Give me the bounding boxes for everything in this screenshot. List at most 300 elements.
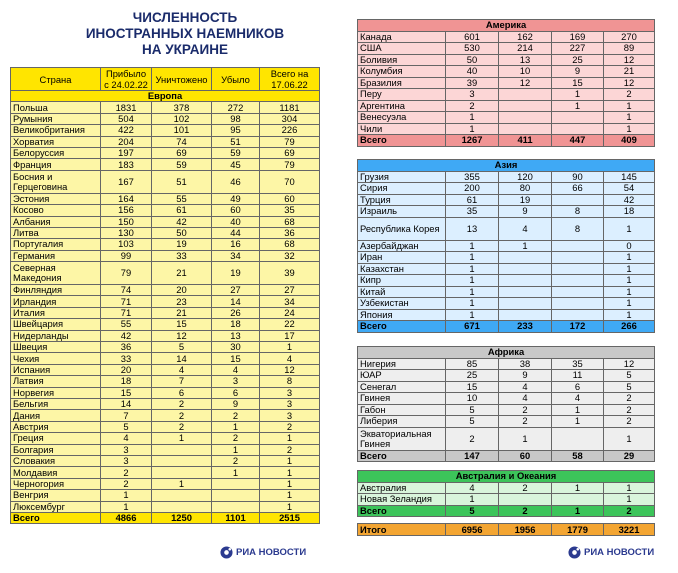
destroyed-value: 59	[152, 159, 212, 170]
logo-text: РИА НОВОСТИ	[236, 547, 307, 558]
country-name: США	[358, 43, 446, 55]
remaining-value: 8	[260, 376, 320, 387]
arrived-value: 1	[446, 123, 499, 135]
country-name: Великобритания	[11, 125, 101, 136]
remaining-value: 89	[604, 43, 655, 55]
country-row	[11, 433, 320, 444]
remaining-value: 22	[260, 319, 320, 330]
grand-total-destroyed: 1956	[499, 524, 552, 536]
remaining-value: 2	[604, 393, 655, 405]
left-value: 4	[552, 393, 604, 405]
header-left: Убыло	[212, 68, 260, 91]
country-row	[358, 183, 655, 195]
asia-table	[357, 159, 655, 333]
left-value: 44	[212, 227, 260, 238]
destroyed-value: 9	[499, 206, 552, 218]
country-name: Латвия	[11, 376, 101, 387]
left-value: 1	[552, 100, 604, 112]
left-value: 27	[212, 285, 260, 296]
country-row	[11, 216, 320, 227]
arrived-value: 2	[101, 467, 152, 478]
destroyed-value: 4	[499, 393, 552, 405]
grand-total-remaining: 3221	[604, 524, 655, 536]
ria-logo-left	[220, 546, 306, 559]
remaining-value: 24	[260, 307, 320, 318]
left-value: 16	[212, 239, 260, 250]
arrived-value: 1267	[446, 135, 499, 147]
arrived-value: 671	[446, 321, 499, 333]
left-value	[552, 112, 604, 124]
remaining-value: 35	[260, 205, 320, 216]
remaining-value: 12	[604, 54, 655, 66]
country-row	[358, 416, 655, 428]
remaining-value: 1	[260, 467, 320, 478]
arrived-value: 1	[446, 494, 499, 506]
arrived-value: 15	[101, 387, 152, 398]
country-row	[358, 206, 655, 218]
arrived-value: 1831	[101, 102, 152, 113]
destroyed-value: 80	[499, 183, 552, 195]
arrived-value: 36	[101, 342, 152, 353]
country-name: Перу	[358, 89, 446, 101]
country-name: ЮАР	[358, 370, 446, 382]
country-row	[11, 410, 320, 421]
remaining-value: 1	[260, 455, 320, 466]
destroyed-value: 38	[499, 358, 552, 370]
destroyed-value: 13	[499, 54, 552, 66]
country-name: Германия	[11, 250, 101, 261]
destroyed-value: 51	[152, 170, 212, 193]
left-value: 19	[212, 262, 260, 285]
destroyed-value: 23	[152, 296, 212, 307]
country-name: Словакия	[11, 455, 101, 466]
region-header-row	[11, 91, 320, 102]
remaining-value: 1	[604, 100, 655, 112]
page-title	[40, 10, 330, 58]
country-row	[358, 240, 655, 252]
remaining-value: 1	[604, 275, 655, 287]
left-value: 9	[212, 398, 260, 409]
arrived-value: 25	[446, 370, 499, 382]
destroyed-value	[499, 263, 552, 275]
remaining-value: 2	[604, 505, 655, 517]
destroyed-value: 1	[152, 433, 212, 444]
remaining-value: 304	[260, 113, 320, 124]
header-country: Страна	[11, 68, 101, 91]
country-row	[358, 286, 655, 298]
arrived-value: 167	[101, 170, 152, 193]
remaining-value: 226	[260, 125, 320, 136]
country-name: Япония	[358, 309, 446, 321]
title-line-2: ИНОСТРАННЫХ НАЕМНИКОВ	[85, 26, 285, 41]
destroyed-value	[499, 252, 552, 264]
arrived-value: 5	[446, 505, 499, 517]
destroyed-value: 4	[152, 364, 212, 375]
country-row	[11, 285, 320, 296]
remaining-value: 1	[604, 252, 655, 264]
destroyed-value	[152, 501, 212, 512]
arrived-value: 61	[446, 194, 499, 206]
country-name: Болгария	[11, 444, 101, 455]
region-name: Африка	[358, 347, 655, 359]
remaining-value: 4	[260, 353, 320, 364]
country-name: Канада	[358, 31, 446, 43]
left-value: 30	[212, 342, 260, 353]
remaining-value: 12	[604, 358, 655, 370]
destroyed-value: 33	[152, 250, 212, 261]
destroyed-value: 411	[499, 135, 552, 147]
grand-total-arrived: 6956	[446, 524, 499, 536]
remaining-value: 3	[260, 398, 320, 409]
country-name: Сенегал	[358, 381, 446, 393]
left-value: 1	[212, 421, 260, 432]
europe-table	[10, 67, 320, 524]
destroyed-value: 20	[152, 285, 212, 296]
country-name: Бразилия	[358, 77, 446, 89]
arrived-value: 164	[101, 193, 152, 204]
arrived-value: 13	[446, 217, 499, 240]
left-value	[552, 309, 604, 321]
left-value: 4	[212, 364, 260, 375]
destroyed-value	[152, 467, 212, 478]
country-name: Норвегия	[11, 387, 101, 398]
country-name: Румыния	[11, 113, 101, 124]
remaining-value: 1	[260, 501, 320, 512]
remaining-value: 1	[604, 263, 655, 275]
destroyed-value: 7	[152, 376, 212, 387]
country-name: Черногория	[11, 478, 101, 489]
left-value: 35	[552, 358, 604, 370]
country-name: Гвинея	[358, 393, 446, 405]
left-value: 34	[212, 250, 260, 261]
remaining-value: 2	[260, 444, 320, 455]
country-name: Литва	[11, 227, 101, 238]
remaining-value: 79	[260, 159, 320, 170]
country-name: Узбекистан	[358, 298, 446, 310]
remaining-value: 0	[604, 240, 655, 252]
country-name: Албания	[11, 216, 101, 227]
remaining-value: 1	[604, 494, 655, 506]
destroyed-value: 21	[152, 307, 212, 318]
left-value: 8	[552, 206, 604, 218]
country-name: Китай	[358, 286, 446, 298]
left-value: 13	[212, 330, 260, 341]
country-row	[358, 194, 655, 206]
title-line-1: ЧИСЛЕННОСТЬ	[132, 10, 238, 25]
left-value: 95	[212, 125, 260, 136]
left-value: 90	[552, 171, 604, 183]
destroyed-value: 214	[499, 43, 552, 55]
destroyed-value	[499, 89, 552, 101]
left-value: 45	[212, 159, 260, 170]
arrived-value: 40	[446, 66, 499, 78]
destroyed-value: 101	[152, 125, 212, 136]
country-row	[11, 227, 320, 238]
arrived-value: 4	[101, 433, 152, 444]
destroyed-value: 42	[152, 216, 212, 227]
country-name: Швеция	[11, 342, 101, 353]
left-value: 98	[212, 113, 260, 124]
country-name: Босния и Герцеговина	[11, 170, 101, 193]
left-value: 3	[212, 376, 260, 387]
destroyed-value: 2	[152, 421, 212, 432]
arrived-value: 7	[101, 410, 152, 421]
region-name: Азия	[358, 160, 655, 172]
country-row	[11, 319, 320, 330]
country-row	[358, 171, 655, 183]
destroyed-value: 1	[499, 427, 552, 450]
country-row	[11, 262, 320, 285]
remaining-value: 1	[604, 482, 655, 494]
destroyed-value	[499, 112, 552, 124]
arrived-value: 504	[101, 113, 152, 124]
left-value: 14	[212, 296, 260, 307]
left-value	[552, 252, 604, 264]
destroyed-value: 102	[152, 113, 212, 124]
country-name: Венгрия	[11, 490, 101, 501]
country-row	[11, 147, 320, 158]
arrived-value: 1	[446, 275, 499, 287]
destroyed-value	[499, 100, 552, 112]
country-row	[11, 136, 320, 147]
remaining-value: 54	[604, 183, 655, 195]
arrived-value: 20	[101, 364, 152, 375]
remaining-value: 1	[604, 123, 655, 135]
remaining-value: 145	[604, 171, 655, 183]
destroyed-value	[152, 455, 212, 466]
country-row	[11, 376, 320, 387]
left-value: 1	[552, 482, 604, 494]
left-value: 15	[212, 353, 260, 364]
destroyed-value	[499, 309, 552, 321]
left-value: 1	[552, 505, 604, 517]
country-row	[11, 467, 320, 478]
arrived-value: 3	[101, 444, 152, 455]
country-row	[358, 404, 655, 416]
country-row	[11, 102, 320, 113]
country-name: Франция	[11, 159, 101, 170]
region-header-row	[358, 20, 655, 32]
arrived-value: 2	[446, 100, 499, 112]
destroyed-value: 2	[499, 416, 552, 428]
country-name: Кипр	[358, 275, 446, 287]
destroyed-value: 120	[499, 171, 552, 183]
left-value: 2	[212, 410, 260, 421]
arrived-value: 5	[446, 404, 499, 416]
left-value: 49	[212, 193, 260, 204]
remaining-value: 1	[604, 112, 655, 124]
destroyed-value: 12	[499, 77, 552, 89]
remaining-value: 409	[604, 135, 655, 147]
arrived-value: 2	[101, 478, 152, 489]
destroyed-value: 4	[499, 381, 552, 393]
country-name: Турция	[358, 194, 446, 206]
arrived-value: 197	[101, 147, 152, 158]
remaining-value: 18	[604, 206, 655, 218]
remaining-value: 1	[260, 490, 320, 501]
country-name: Либерия	[358, 416, 446, 428]
ria-logo-right	[568, 546, 654, 559]
destroyed-value: 19	[499, 194, 552, 206]
remaining-value: 1	[260, 478, 320, 489]
destroyed-value: 2	[499, 404, 552, 416]
left-value: 11	[552, 370, 604, 382]
arrived-value: 99	[101, 250, 152, 261]
region-name: Европа	[11, 91, 320, 102]
destroyed-value	[499, 123, 552, 135]
country-name: Азербайджан	[358, 240, 446, 252]
arrived-value: 71	[101, 296, 152, 307]
country-row	[358, 263, 655, 275]
country-name: Дания	[11, 410, 101, 421]
remaining-value: 69	[260, 147, 320, 158]
country-name: Нигерия	[358, 358, 446, 370]
country-row	[358, 123, 655, 135]
destroyed-value: 12	[152, 330, 212, 341]
destroyed-value: 50	[152, 227, 212, 238]
country-name: Люксембург	[11, 501, 101, 512]
left-value: 9	[552, 66, 604, 78]
arrived-value: 4866	[101, 512, 152, 523]
country-name: Испания	[11, 364, 101, 375]
country-row	[358, 427, 655, 450]
remaining-value: 1	[260, 342, 320, 353]
country-name: Израиль	[358, 206, 446, 218]
remaining-value: 39	[260, 262, 320, 285]
country-row	[358, 370, 655, 382]
ria-logo-icon	[220, 546, 233, 559]
left-value	[552, 240, 604, 252]
arrived-value: 156	[101, 205, 152, 216]
total-row	[358, 135, 655, 147]
left-value	[552, 298, 604, 310]
left-value: 2	[212, 433, 260, 444]
left-value: 272	[212, 102, 260, 113]
arrived-value: 10	[446, 393, 499, 405]
arrived-value: 74	[101, 285, 152, 296]
title-line-3: НА УКРАИНЕ	[142, 42, 228, 57]
destroyed-value: 61	[152, 205, 212, 216]
left-value: 60	[212, 205, 260, 216]
remaining-value: 42	[604, 194, 655, 206]
country-name: Сирия	[358, 183, 446, 195]
country-name: Греция	[11, 433, 101, 444]
remaining-value: 32	[260, 250, 320, 261]
country-row	[11, 421, 320, 432]
oceania-table	[357, 470, 655, 517]
country-name: Экваториальная Гвинея	[358, 427, 446, 450]
total-label: Всего	[358, 450, 446, 462]
left-value	[552, 275, 604, 287]
destroyed-value: 1250	[152, 512, 212, 523]
left-value: 227	[552, 43, 604, 55]
remaining-value: 27	[260, 285, 320, 296]
country-row	[11, 330, 320, 341]
left-value: 169	[552, 31, 604, 43]
arrived-value: 204	[101, 136, 152, 147]
country-row	[358, 54, 655, 66]
remaining-value: 2515	[260, 512, 320, 523]
destroyed-value	[499, 275, 552, 287]
country-row	[11, 364, 320, 375]
arrived-value: 150	[101, 216, 152, 227]
country-name: Австралия	[358, 482, 446, 494]
arrived-value: 2	[446, 427, 499, 450]
country-row	[11, 170, 320, 193]
country-name: Габон	[358, 404, 446, 416]
country-name: Ирландия	[11, 296, 101, 307]
left-value: 15	[552, 77, 604, 89]
region-header-row	[358, 471, 655, 483]
country-row	[358, 275, 655, 287]
destroyed-value: 233	[499, 321, 552, 333]
left-value: 26	[212, 307, 260, 318]
region-header-row	[358, 347, 655, 359]
arrived-value: 130	[101, 227, 152, 238]
destroyed-value: 5	[152, 342, 212, 353]
country-name: Австрия	[11, 421, 101, 432]
left-value: 2	[212, 455, 260, 466]
africa-table	[357, 346, 655, 462]
remaining-value: 266	[604, 321, 655, 333]
header-row	[11, 68, 320, 91]
left-value	[212, 490, 260, 501]
arrived-value: 601	[446, 31, 499, 43]
country-name: Иран	[358, 252, 446, 264]
country-row	[358, 217, 655, 240]
destroyed-value: 2	[152, 398, 212, 409]
country-row	[358, 482, 655, 494]
remaining-value: 60	[260, 193, 320, 204]
left-value: 18	[212, 319, 260, 330]
remaining-value: 1181	[260, 102, 320, 113]
country-row	[358, 89, 655, 101]
destroyed-value: 2	[499, 505, 552, 517]
remaining-value: 70	[260, 170, 320, 193]
logo-text: РИА НОВОСТИ	[584, 547, 655, 558]
remaining-value: 2	[260, 421, 320, 432]
country-name: Колумбия	[358, 66, 446, 78]
left-value: 40	[212, 216, 260, 227]
country-name: Белоруссия	[11, 147, 101, 158]
grand-total-table	[357, 523, 655, 536]
ria-logo-icon	[568, 546, 581, 559]
destroyed-value: 2	[499, 482, 552, 494]
left-value: 6	[552, 381, 604, 393]
total-row	[358, 321, 655, 333]
remaining-value: 36	[260, 227, 320, 238]
grand-total-label: Итого	[358, 524, 446, 536]
arrived-value: 1	[101, 501, 152, 512]
left-value: 6	[212, 387, 260, 398]
country-name: Новая Зеландия	[358, 494, 446, 506]
remaining-value: 34	[260, 296, 320, 307]
left-value: 1	[552, 404, 604, 416]
country-name: Финляндия	[11, 285, 101, 296]
country-name: Нидерланды	[11, 330, 101, 341]
total-row	[358, 450, 655, 462]
country-name: Северная Македония	[11, 262, 101, 285]
arrived-value: 422	[101, 125, 152, 136]
destroyed-value	[152, 490, 212, 501]
country-row	[11, 455, 320, 466]
destroyed-value: 2	[152, 410, 212, 421]
destroyed-value	[152, 444, 212, 455]
remaining-value: 79	[260, 136, 320, 147]
left-value: 1101	[212, 512, 260, 523]
left-value	[212, 478, 260, 489]
remaining-value: 5	[604, 381, 655, 393]
